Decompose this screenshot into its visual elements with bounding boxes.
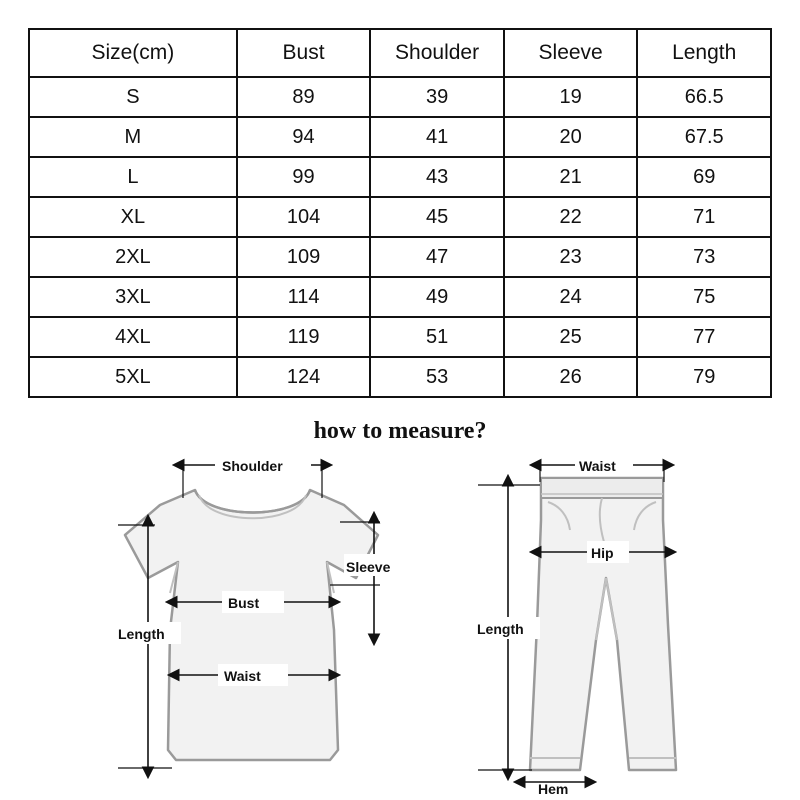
cell-bust: 89 (237, 77, 371, 117)
cell-sleeve: 26 (504, 357, 638, 397)
cell-bust: 119 (237, 317, 371, 357)
table-header-row (29, 29, 771, 77)
cell-size: 4XL (29, 317, 237, 357)
label-length-bottom: Length (477, 621, 524, 637)
cell-bust: 104 (237, 197, 371, 237)
cell-shoulder: 47 (370, 237, 504, 277)
cell-length: 71 (637, 197, 771, 237)
measurement-diagrams (0, 450, 800, 800)
label-sleeve: Sleeve (346, 559, 391, 575)
cell-bust: 99 (237, 157, 371, 197)
size-chart-table (28, 28, 772, 398)
cell-shoulder: 43 (370, 157, 504, 197)
table-header (29, 29, 771, 77)
column-header-shoulder: Shoulder (370, 29, 504, 77)
cell-length: 73 (637, 237, 771, 277)
cell-bust: 124 (237, 357, 371, 397)
column-header-length: Length (637, 29, 771, 77)
column-header-size: Size(cm) (29, 29, 237, 77)
cell-length: 79 (637, 357, 771, 397)
cell-sleeve: 21 (504, 157, 638, 197)
cell-bust: 109 (237, 237, 371, 277)
label-hem: Hem (538, 781, 569, 797)
cell-sleeve: 22 (504, 197, 638, 237)
cell-bust: 114 (237, 277, 371, 317)
label-shoulder: Shoulder (222, 458, 283, 474)
cell-bust: 94 (237, 117, 371, 157)
cell-shoulder: 51 (370, 317, 504, 357)
cell-size: 3XL (29, 277, 237, 317)
cell-sleeve: 25 (504, 317, 638, 357)
cell-length: 77 (637, 317, 771, 357)
cell-length: 66.5 (637, 77, 771, 117)
column-header-bust: Bust (237, 29, 371, 77)
size-chart-table-container (28, 28, 772, 398)
table-row (29, 277, 771, 317)
cell-size: 2XL (29, 237, 237, 277)
cell-size: L (29, 157, 237, 197)
column-header-sleeve: Sleeve (504, 29, 638, 77)
how-to-measure-title: how to measure? (313, 418, 487, 444)
table-row (29, 357, 771, 397)
label-length-top: Length (118, 626, 165, 642)
table-row (29, 317, 771, 357)
cell-shoulder: 49 (370, 277, 504, 317)
cell-sleeve: 24 (504, 277, 638, 317)
label-hip: Hip (591, 545, 614, 561)
cell-shoulder: 39 (370, 77, 504, 117)
cell-size: XL (29, 197, 237, 237)
cell-sleeve: 19 (504, 77, 638, 117)
cell-sleeve: 20 (504, 117, 638, 157)
cell-size: 5XL (29, 357, 237, 397)
label-bust: Bust (228, 595, 260, 611)
cell-length: 75 (637, 277, 771, 317)
table-row (29, 77, 771, 117)
table-row (29, 117, 771, 157)
table-row (29, 237, 771, 277)
cell-shoulder: 41 (370, 117, 504, 157)
table-row (29, 197, 771, 237)
table-row (29, 157, 771, 197)
cell-sleeve: 23 (504, 237, 638, 277)
cell-size: S (29, 77, 237, 117)
label-waist-top: Waist (224, 668, 261, 684)
pants-illustration (530, 478, 676, 770)
cell-length: 67.5 (637, 117, 771, 157)
cell-shoulder: 45 (370, 197, 504, 237)
cell-length: 69 (637, 157, 771, 197)
cell-size: M (29, 117, 237, 157)
cell-shoulder: 53 (370, 357, 504, 397)
label-waist-bottom: Waist (579, 458, 616, 474)
table-body (29, 77, 771, 397)
